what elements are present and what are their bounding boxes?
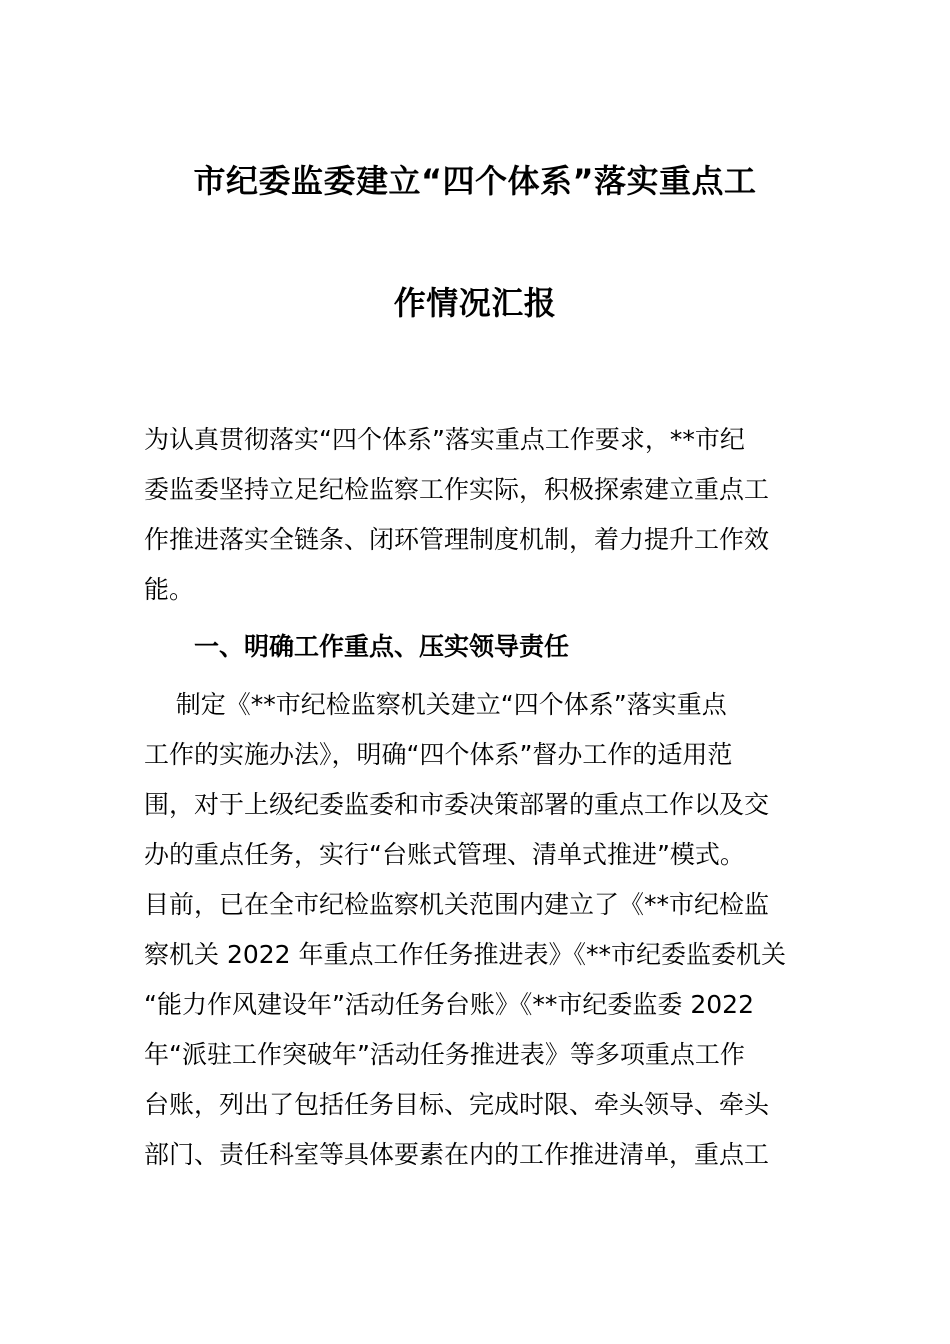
paragraph-line: 工作的实施办法》，明确“四个体系”督办工作的适用范 (144, 740, 733, 769)
paragraph-line: “能力作风建设年”活动任务台账》《**市纪委监委 2022 (144, 990, 754, 1019)
paragraph-line: 制定《**市纪检监察机关建立“四个体系”落实重点 (144, 690, 727, 719)
document-title-line-1: 市纪委监委建立“四个体系”落实重点工 (193, 162, 757, 200)
paragraph-line: 台账，列出了包括任务目标、完成时限、牵头领导、牵头 (144, 1090, 770, 1119)
paragraph-line: 围，对于上级纪委监委和市委决策部署的重点工作以及交 (144, 790, 770, 819)
section-1-paragraph (144, 680, 810, 1180)
paragraph-line: 能。 (144, 575, 195, 604)
paragraph-line: 作推进落实全链条、闭环管理制度机制，着力提升工作效 (144, 525, 770, 554)
paragraph-line: 年“派驻工作突破年”活动任务推进表》等多项重点工作 (144, 1040, 745, 1069)
paragraph-line: 目前，已在全市纪检监察机关范围内建立了《**市纪检监 (144, 890, 770, 919)
paragraph-line: 察机关 2022 年重点工作任务推进表》《**市纪委监委机关 (144, 940, 787, 969)
intro-paragraph (144, 415, 810, 615)
paragraph-line: 委监委坚持立足纪检监察工作实际，积极探索建立重点工 (144, 475, 770, 504)
paragraph-line: 为认真贯彻落实“四个体系”落实重点工作要求，**市纪 (144, 425, 745, 454)
paragraph-line: 办的重点任务，实行“台账式管理、清单式推进”模式。 (144, 840, 745, 869)
section-1-heading: 一、明确工作重点、压实领导责任 (194, 632, 570, 661)
document-title-line-2: 作情况汇报 (393, 284, 557, 322)
paragraph-line: 部门、责任科室等具体要素在内的工作推进清单，重点工 (144, 1140, 770, 1169)
